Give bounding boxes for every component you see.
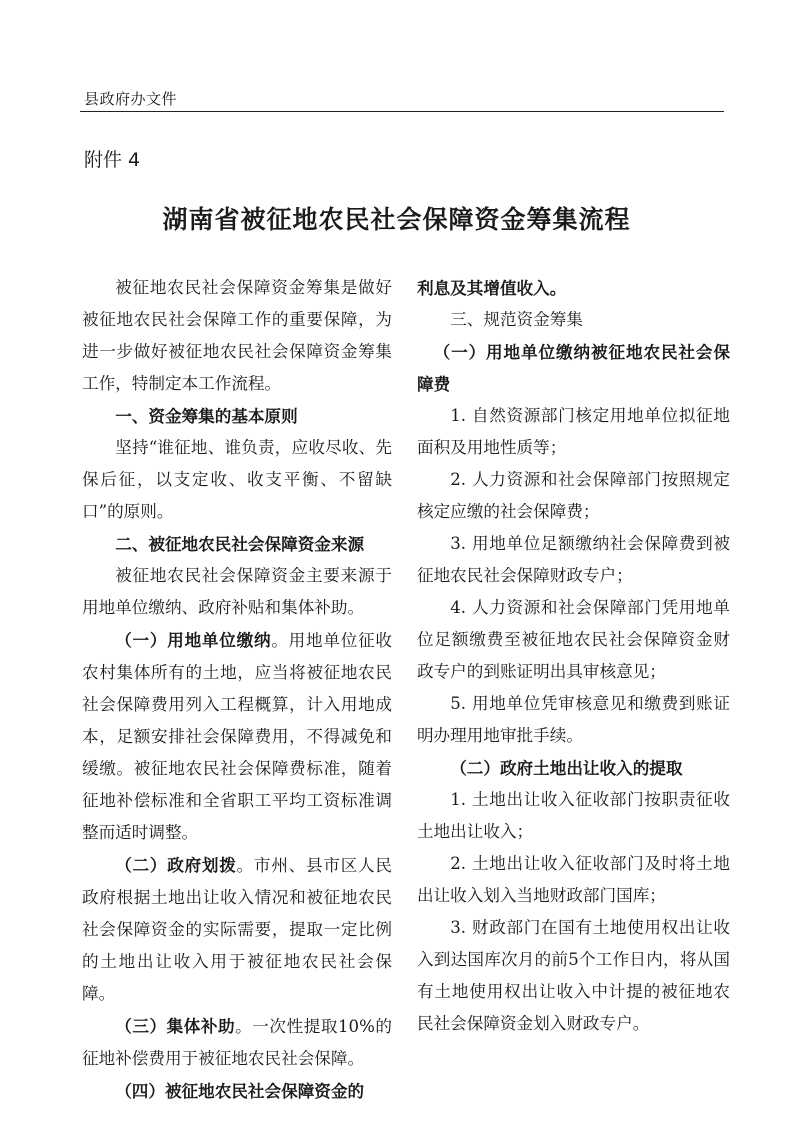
list-item: 5. 用地单位凭审核意见和缴费到账证明办理用地审批手续。 (417, 694, 730, 745)
list-item: 3. 财政部门在国有土地使用权出让收入到达国库次月的前5个工作日内，将从国有土地使用权出让收入中计提的被征地农民社会保障资金划入财政专户。 (417, 918, 730, 1033)
intro-paragraph: 被征地农民社会保障资金筹集是做好被征地农民社会保障工作的重要保障，为进一步做好被征地农民社会保障资金筹集工作，特制定本工作流程。 (82, 278, 392, 393)
item-paragraph (82, 624, 392, 849)
header-divider (80, 111, 724, 112)
item-paragraph (82, 849, 392, 1010)
list-item: 3. 用地单位足额缴纳社会保障费到被征地农民社会保障财政专户； (417, 534, 730, 585)
item-body: 。一次性提取10%的征地补偿费用于被征地农民社会保障。 (82, 1017, 392, 1068)
item-body: 。市州、县市区人民政府根据土地出让收入情况和被征地农民社会保障资金的实际需要，提取一定比例的土地出让收入用于被征地农民社会保障。 (82, 856, 393, 1003)
principles-paragraph: 坚持“谁征地、谁负责，应收尽收、先保后征，以支定收、收支平衡、不留缺口”的原则。 (82, 438, 392, 521)
subsection-heading: （二）政府土地出让收入的提取 (450, 758, 683, 778)
sources-paragraph: 被征地农民社会保障资金主要来源于用地单位缴纳、政府补贴和集体补助。 (82, 566, 392, 617)
left-column (82, 272, 392, 1107)
list-item: 1. 土地出让收入征收部门按职责征收土地出让收入； (417, 790, 730, 841)
list-item: 2. 土地出让收入征收部门及时将土地出让收入划入当地财政部门国库； (417, 854, 730, 905)
attachment-label: 附件 4 (84, 149, 141, 171)
item-heading: （一）用地单位缴纳 (115, 630, 272, 650)
item-heading: （三）集体补助 (115, 1016, 236, 1036)
subsection-heading: （一）用地单位缴纳被征地农民社会保障费 (417, 342, 730, 394)
document-header-title: 县政府办文件 (84, 90, 178, 108)
list-item: 4. 人力资源和社会保障部门凭用地单位足额缴费至被征地农民社会保障资金财政专户的到账证明出具审核意见； (417, 598, 730, 681)
list-item: 1. 自然资源部门核定用地单位拟征地面积及用地性质等； (417, 406, 730, 457)
section-heading-standardize: 三、规范资金筹集 (450, 310, 583, 329)
section-heading-sources: 二、被征地农民社会保障资金来源 (115, 534, 365, 554)
item-heading-continued: （四）被征地农民社会保障资金的 (115, 1081, 365, 1101)
item-heading: （二）政府划拨 (115, 855, 237, 875)
document-title: 湖南省被征地农民社会保障资金筹集流程 (162, 205, 631, 234)
item-body: 。用地单位征收农村集体所有的土地，应当将被征地农民社会保障费用列入工程概算，计入用地成本，足额安排社会保障费用，不得减免和缓缴。被征地农民社会保障费标准，随着征地补偿标准和全省职工平均工资标准调整而适时调整。 (82, 631, 393, 842)
list-item: 2. 人力资源和社会保障部门按照规定核定应缴的社会保障费； (417, 470, 730, 521)
item-heading-continuation: 利息及其增值收入。 (417, 278, 567, 298)
item-paragraph (82, 1010, 392, 1075)
section-heading-principles: 一、资金筹集的基本原则 (115, 406, 298, 426)
right-column (417, 272, 730, 1040)
